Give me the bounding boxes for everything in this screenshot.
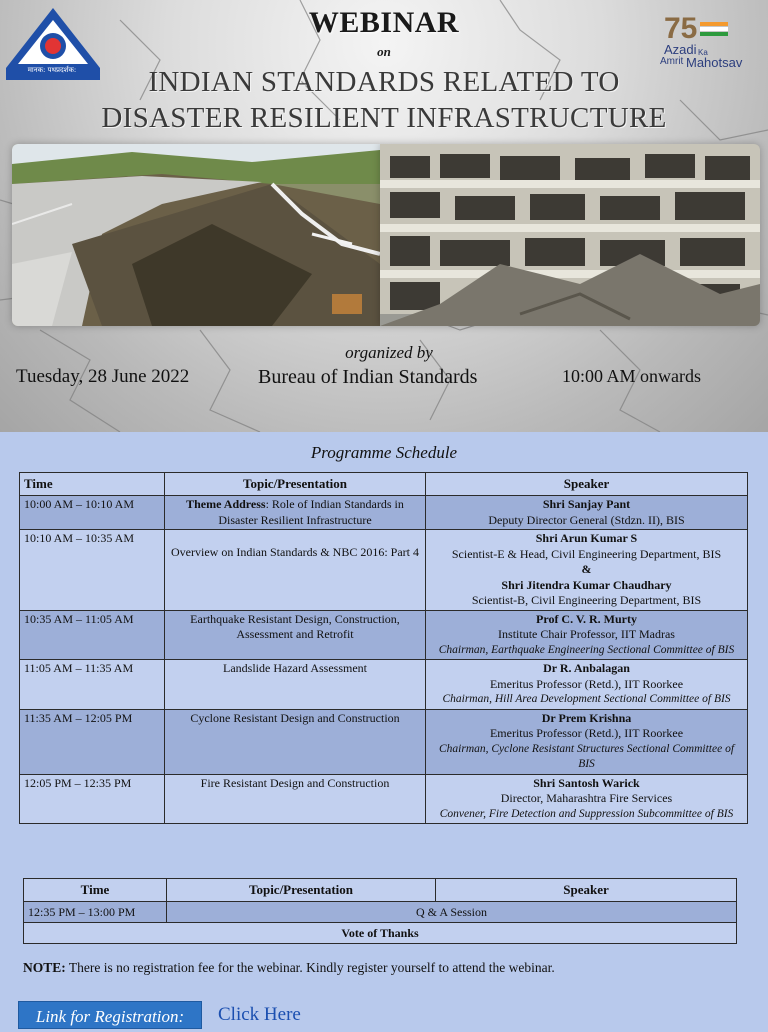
speaker-role: Director, Maharashtra Fire Services (500, 791, 673, 805)
row-topic: Earthquake Resistant Design, Construction, Assessment and Retrofit (165, 610, 426, 660)
note-text: There is no registration fee for the webinar. Kindly register yourself to attend the webinar. (65, 960, 555, 975)
column-header-time: Time (24, 879, 167, 902)
qa-time: 12:35 PM – 13:00 PM (24, 902, 167, 923)
column-header-topic: Topic/Presentation (165, 473, 426, 496)
row-time: 10:35 AM – 11:05 AM (20, 610, 165, 660)
row-topic-bold: Theme Address (186, 497, 266, 511)
table-row (24, 902, 737, 923)
table-row (20, 530, 748, 611)
speaker-chair: Convener, Fire Detection and Suppression Subcommittee of BIS (439, 807, 734, 820)
note-label: NOTE: (23, 960, 66, 975)
speaker-chair: Chairman, Cyclone Resistant Structures Sectional Committee of BIS (438, 742, 735, 770)
speaker-role: Institute Chair Professor, IIT Madras (498, 627, 675, 641)
row-time: 10:10 AM – 10:35 AM (20, 530, 165, 611)
speaker-name: Shri Arun Kumar S (535, 531, 638, 545)
webinar-title: WEBINAR (308, 6, 460, 39)
event-organizer: Bureau of Indian Standards (258, 366, 478, 388)
row-topic (165, 530, 426, 611)
row-topic: Landslide Hazard Assessment (165, 660, 426, 710)
qa-session: Q & A Session (167, 902, 737, 923)
table-row (20, 610, 748, 660)
speaker-chair: Chairman, Hill Area Development Sectional Committee of BIS (442, 693, 731, 705)
column-header-speaker: Speaker (426, 473, 748, 496)
speaker-role: Scientist-B, Civil Engineering Department, BIS (471, 593, 702, 607)
row-speaker (426, 530, 748, 611)
table-row (20, 709, 748, 774)
row-speaker (426, 774, 748, 824)
event-date: Tuesday, 28 June 2022 (16, 366, 190, 387)
landslide-road-photo (12, 144, 380, 326)
aka-azadi: Azadi (664, 42, 697, 57)
aka-amrit: Amrit (660, 56, 684, 67)
column-header-topic: Topic/Presentation (167, 879, 436, 902)
header-banner (0, 0, 768, 432)
webinar-subtitle-line1: INDIAN STANDARDS RELATED TO (148, 66, 620, 98)
webinar-subtitle-line2: DISASTER RESILIENT INFRASTRUCTURE (101, 102, 667, 134)
speaker-name: Shri Sanjay Pant (542, 497, 631, 511)
speaker-name: Shri Santosh Warick (533, 775, 640, 790)
row-speaker (426, 660, 748, 710)
organized-by-label: organized by (345, 343, 433, 362)
speaker-joiner: & (581, 562, 592, 576)
table-row (20, 774, 748, 824)
row-time: 10:00 AM – 10:10 AM (20, 496, 165, 530)
registration-label: Link for Registration: (18, 1001, 202, 1029)
webinar-on: on (377, 44, 391, 59)
schedule-header-row (20, 473, 748, 496)
speaker-name: Dr Prem Krishna (541, 710, 632, 725)
column-header-speaker: Speaker (436, 879, 737, 902)
row-topic: Cyclone Resistant Design and Construction (165, 709, 426, 774)
registration-note (23, 960, 555, 976)
aka-mahotsav: Mahotsav (686, 55, 743, 70)
speaker-role: Deputy Director General (Stdzn. II), BIS (488, 512, 685, 527)
speaker-name: Prof C. V. R. Murty (536, 611, 637, 626)
collapsed-building-photo (380, 144, 760, 326)
row-topic (165, 496, 426, 530)
table-row (24, 923, 737, 944)
schedule-title: Programme Schedule (310, 443, 458, 462)
bis-logo-caption: मानक: पथप्रदर्शक: (27, 66, 77, 74)
speaker-chair: Chairman, Earthquake Engineering Sectional Committee of BIS (438, 643, 735, 656)
row-topic-text: Overview on Indian Standards & NBC 2016: Part 4 (171, 545, 419, 559)
row-speaker (426, 709, 748, 774)
closing-header-row (24, 879, 737, 902)
aka-75: 75 (664, 12, 698, 45)
row-time: 11:05 AM – 11:35 AM (20, 660, 165, 710)
speaker-name: Shri Jitendra Kumar Chaudhary (501, 577, 672, 592)
closing-table (23, 878, 737, 944)
schedule-table (19, 472, 748, 824)
row-speaker (426, 496, 748, 530)
row-time: 11:35 AM – 12:05 PM (20, 709, 165, 774)
row-topic-text: : Role of Indian Standards in Disaster Resilient Infrastructure (218, 497, 404, 527)
row-topic: Fire Resistant Design and Construction (165, 774, 426, 824)
speaker-role: Emeritus Professor (Retd.), IIT Roorkee (489, 676, 684, 691)
vote-of-thanks: Vote of Thanks (24, 923, 737, 944)
column-header-time: Time (20, 473, 165, 496)
speaker-role: Scientist-E & Head, Civil Engineering Department, BIS (451, 546, 722, 561)
registration-link[interactable]: Click Here (218, 1004, 301, 1025)
row-time: 12:05 PM – 12:35 PM (20, 774, 165, 824)
event-time: 10:00 AM onwards (562, 366, 701, 386)
aka-ka: Ka (698, 48, 708, 57)
speaker-role: Emeritus Professor (Retd.), IIT Roorkee (489, 726, 684, 740)
table-row (20, 496, 748, 530)
row-speaker (426, 610, 748, 660)
table-row (20, 660, 748, 710)
speaker-name: Dr R. Anbalagan (543, 661, 630, 675)
